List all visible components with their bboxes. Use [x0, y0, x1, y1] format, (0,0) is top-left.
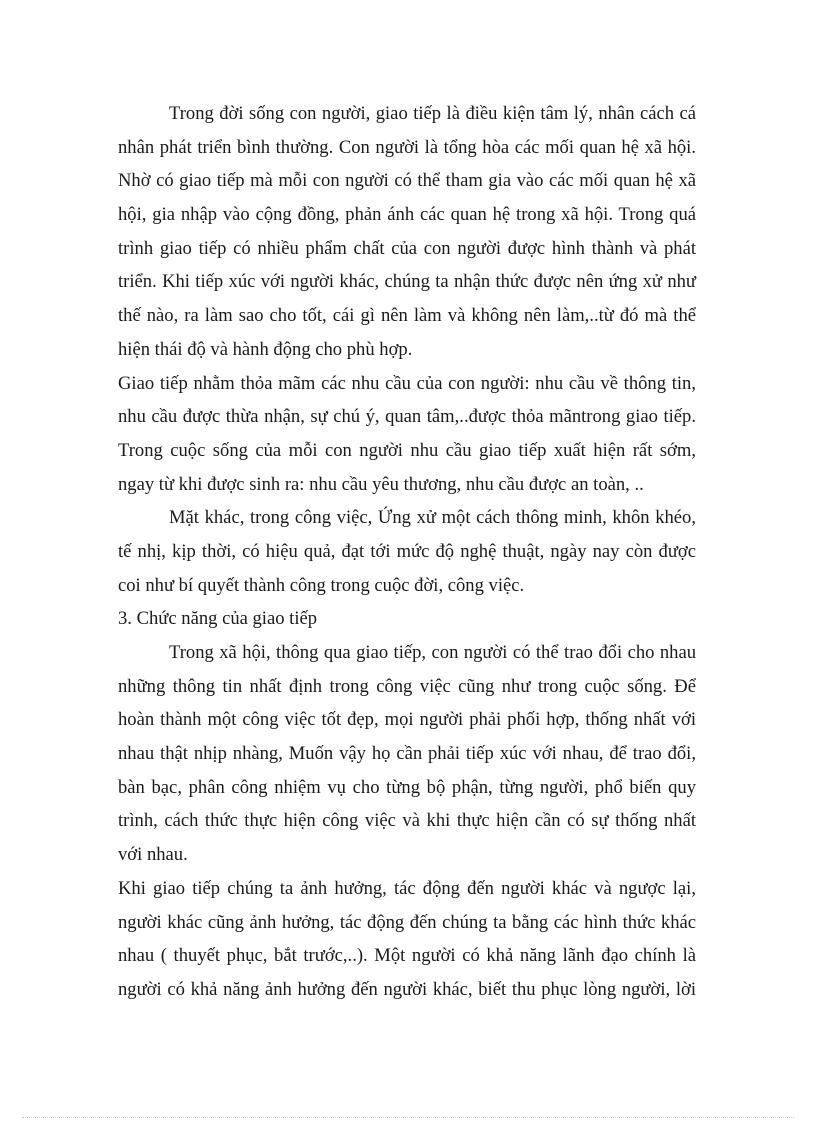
- text-line: trình giao tiếp có nhiều phẩm chất của con người được hình thành và phát: [118, 237, 696, 259]
- text-line: người khác cũng ảnh hưởng, tác động đến chúng ta bằng các hình thức khác: [118, 911, 696, 933]
- text-line: những thông tin nhất định trong công việc cũng như trong cuộc sống. Để: [118, 675, 696, 697]
- page-bottom-border: [22, 1117, 794, 1118]
- text-line: Mặt khác, trong công việc, Ứng xử một cách thông minh, khôn khéo,: [169, 507, 696, 529]
- text-line: trình, cách thức thực hiện công việc và khi thực hiện cần có sự thống nhất: [118, 810, 696, 832]
- text-line: với nhau.: [118, 844, 188, 866]
- text-line: 3. Chức năng của giao tiếp: [118, 608, 318, 630]
- text-line: nhau thật nhịp nhàng, Muốn vậy họ cần phải tiếp xúc với nhau, để trao đổi,: [118, 743, 696, 765]
- paragraph-p3: [118, 501, 696, 602]
- text-line: người có khả năng ảnh hưởng đến người khác, biết thu phục lòng người, lời: [118, 978, 696, 1000]
- text-line: ngay từ khi được sinh ra: nhu cầu yêu thương, nhu cầu được an toàn, ..: [118, 473, 644, 495]
- text-line: tế nhị, kịp thời, có hiệu quả, đạt tới mức độ nghệ thuật, ngày nay còn được: [118, 540, 696, 562]
- paragraph-p2: [118, 367, 696, 502]
- text-line: Trong xã hội, thông qua giao tiếp, con người có thể trao đổi cho nhau: [169, 642, 696, 663]
- text-line: Nhờ có giao tiếp mà mỗi con người có thể tham gia vào các mối quan hệ xã: [118, 170, 696, 192]
- section-heading: [118, 602, 696, 636]
- text-line: nhân phát triển bình thường. Con người là tổng hòa các mối quan hệ xã hội.: [118, 136, 696, 158]
- paragraph-p5: [118, 872, 696, 1007]
- text-line: triển. Khi tiếp xúc với người khác, chúng ta nhận thức được nên ứng xử như: [118, 271, 696, 293]
- text-line: Trong cuộc sống của mỗi con người nhu cầu giao tiếp xuất hiện rất sớm,: [118, 439, 696, 461]
- text-line: thế nào, ra làm sao cho tốt, cái gì nên làm và không nên làm,..từ đó mà thể: [118, 305, 696, 327]
- text-line: nhau ( thuyết phục, bắt trước,..). Một người có khả năng lãnh đạo chính là: [118, 945, 696, 967]
- text-line: Trong đời sống con người, giao tiếp là điều kiện tâm lý, nhân cách cá: [169, 103, 696, 124]
- text-line: hội, gia nhập vào cộng đồng, phản ánh các quan hệ trong xã hội. Trong quá: [118, 204, 696, 226]
- text-line: Giao tiếp nhằm thỏa mãm các nhu cầu của con người: nhu cầu về thông tin,: [118, 372, 696, 394]
- text-line: nhu cầu được thừa nhận, sự chú ý, quan tâm,..được thỏa mãntrong giao tiếp.: [118, 406, 696, 428]
- paragraph-p1: [118, 97, 696, 367]
- document-page: [118, 97, 696, 1007]
- text-line: Khi giao tiếp chúng ta ảnh hưởng, tác động đến người khác và ngược lại,: [118, 877, 696, 899]
- text-line: coi như bí quyết thành công trong cuộc đời, công việc.: [118, 574, 525, 596]
- text-line: hiện thái độ và hành động cho phù hợp.: [118, 338, 413, 360]
- text-line: hoàn thành một công việc tốt đẹp, mọi người phải phối hợp, thống nhất với: [118, 709, 696, 731]
- text-line: bàn bạc, phân công nhiệm vụ cho từng bộ phận, từng người, phổ biến quy: [118, 776, 696, 798]
- paragraph-p4: [118, 636, 696, 872]
